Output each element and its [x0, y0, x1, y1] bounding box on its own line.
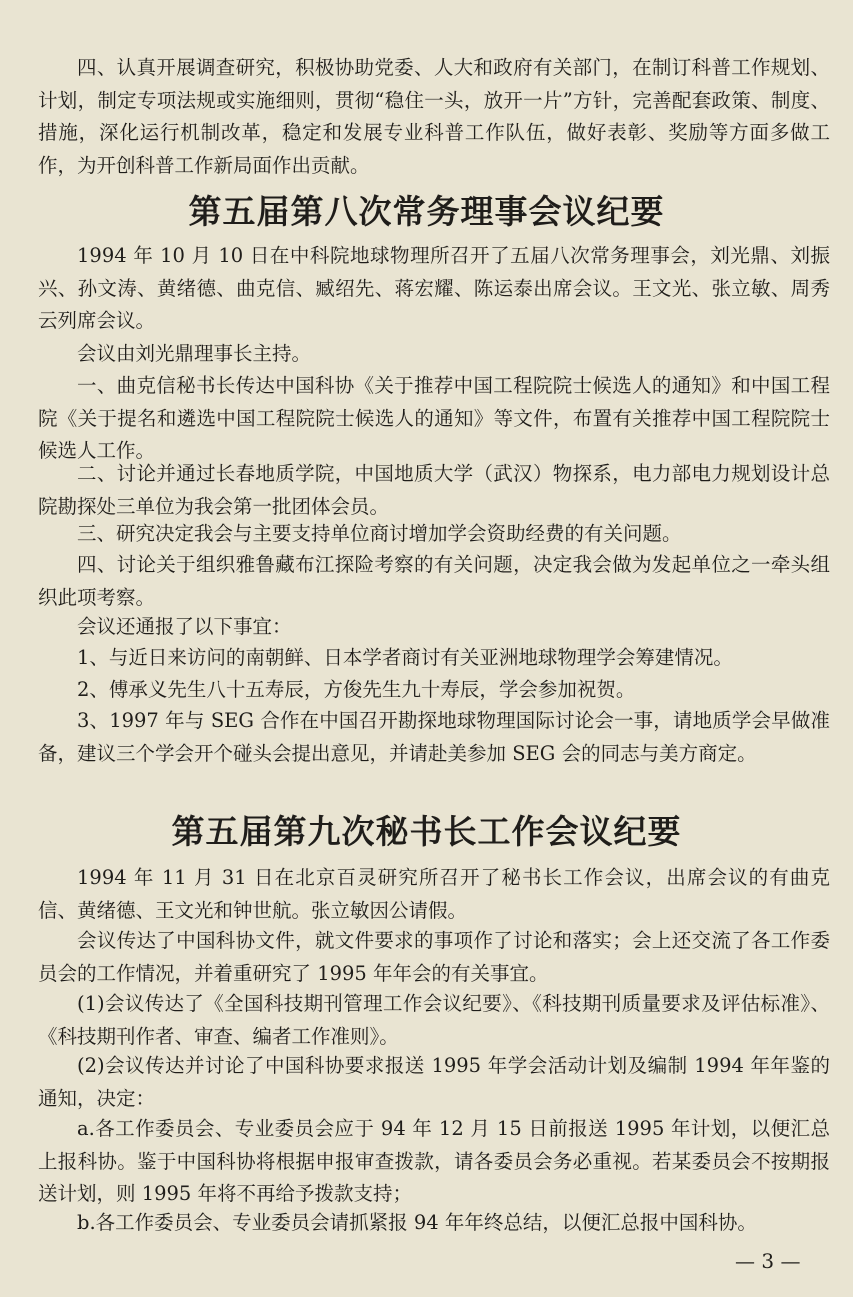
- section-title-ninth-meeting: 第五届第九次秘书长工作会议纪要: [171, 812, 682, 851]
- paragraph: 四、讨论关于组织雅鲁藏布江探险考察的有关问题，决定我会做为发起单位之一牵头组织此项考察。: [38, 553, 830, 609]
- page-number: — 3 —: [735, 1249, 801, 1273]
- paragraph: 二、讨论并通过长春地质学院，中国地质大学（武汉）物探系，电力部电力规划设计总院勘探处三单位为我会第一批团体会员。: [38, 462, 830, 518]
- paragraph: 一、曲克信秘书长传达中国科协《关于推荐中国工程院院士候选人的通知》和中国工程院《关于提名和遴选中国工程院院士候选人的通知》等文件，布置有关推荐中国工程院院士候选人工作。: [38, 374, 830, 462]
- paragraph: 1994 年 11 月 31 日在北京百灵研究所召开了秘书长工作会议，出席会议的有曲克信、黄绪德、王文光和钟世航。张立敏因公请假。: [38, 866, 830, 922]
- paragraph: 会议还通报了以下事宜：: [77, 615, 292, 638]
- paragraph: b.各工作委员会、专业委员会请抓紧报 94 年年终总结，以便汇总报中国科协。: [77, 1211, 757, 1234]
- paragraph: 会议由刘光鼎理事长主持。: [77, 342, 312, 365]
- paragraph: 会议传达了中国科协文件，就文件要求的事项作了讨论和落实；会上还交流了各工作委员会的工作情况，并着重研究了 1995 年年会的有关事宜。: [38, 929, 830, 985]
- paragraph: 三、研究决定我会与主要支持单位商讨增加学会资助经费的有关问题。: [77, 522, 682, 545]
- paragraph: 3、1997 年与 SEG 合作在中国召开勘探地球物理国际讨论会一事，请地质学会早做准备，建议三个学会开个碰头会提出意见，并请赴美参加 SEG 会的同志与美方商定。: [38, 709, 830, 765]
- section-title-eighth-meeting: 第五届第八次常务理事会议纪要: [188, 192, 665, 231]
- paragraph: (1)会议传达了《全国科技期刊管理工作会议纪要》、《科技期刊质量要求及评估标准》、《科技期刊作者、审查、编者工作准则》。: [38, 992, 830, 1048]
- paragraph: 2、傅承义先生八十五寿辰，方俊先生九十寿辰，学会参加祝贺。: [77, 678, 636, 701]
- paragraph: a.各工作委员会、专业委员会应于 94 年 12 月 15 日前报送 1995 年计划，以便汇总上报科协。鉴于中国科协将根据申报审查拨款，请各委员会务必重视。若某委员会不按期报送计划，则 1995 年将不再给予拨款支持；: [38, 1117, 830, 1205]
- paragraph-top: 四、认真开展调查研究，积极协助党委、人大和政府有关部门，在制订科普工作规划、计划，制定专项法规或实施细则，贯彻“稳住一头，放开一片”方针，完善配套政策、制度、措施，深化运行机制改革，稳定和发展专业科普工作队伍，做好表彰、奖励等方面多做工作，为开创科普工作新局面作出贡献。: [38, 56, 830, 177]
- paragraph: 1、与近日来访问的南朝鲜、日本学者商讨有关亚洲地球物理学会筹建情况。: [77, 646, 733, 669]
- paragraph: (2)会议传达并讨论了中国科协要求报送 1995 年学会活动计划及编制 1994 年年鉴的通知，决定：: [38, 1054, 830, 1110]
- paragraph: 1994 年 10 月 10 日在中科院地球物理所召开了五届八次常务理事会，刘光鼎、刘振兴、孙文涛、黄绪德、曲克信、臧绍先、蒋宏耀、陈运泰出席会议。王文光、张立敏、周秀云列席会议。: [38, 244, 830, 332]
